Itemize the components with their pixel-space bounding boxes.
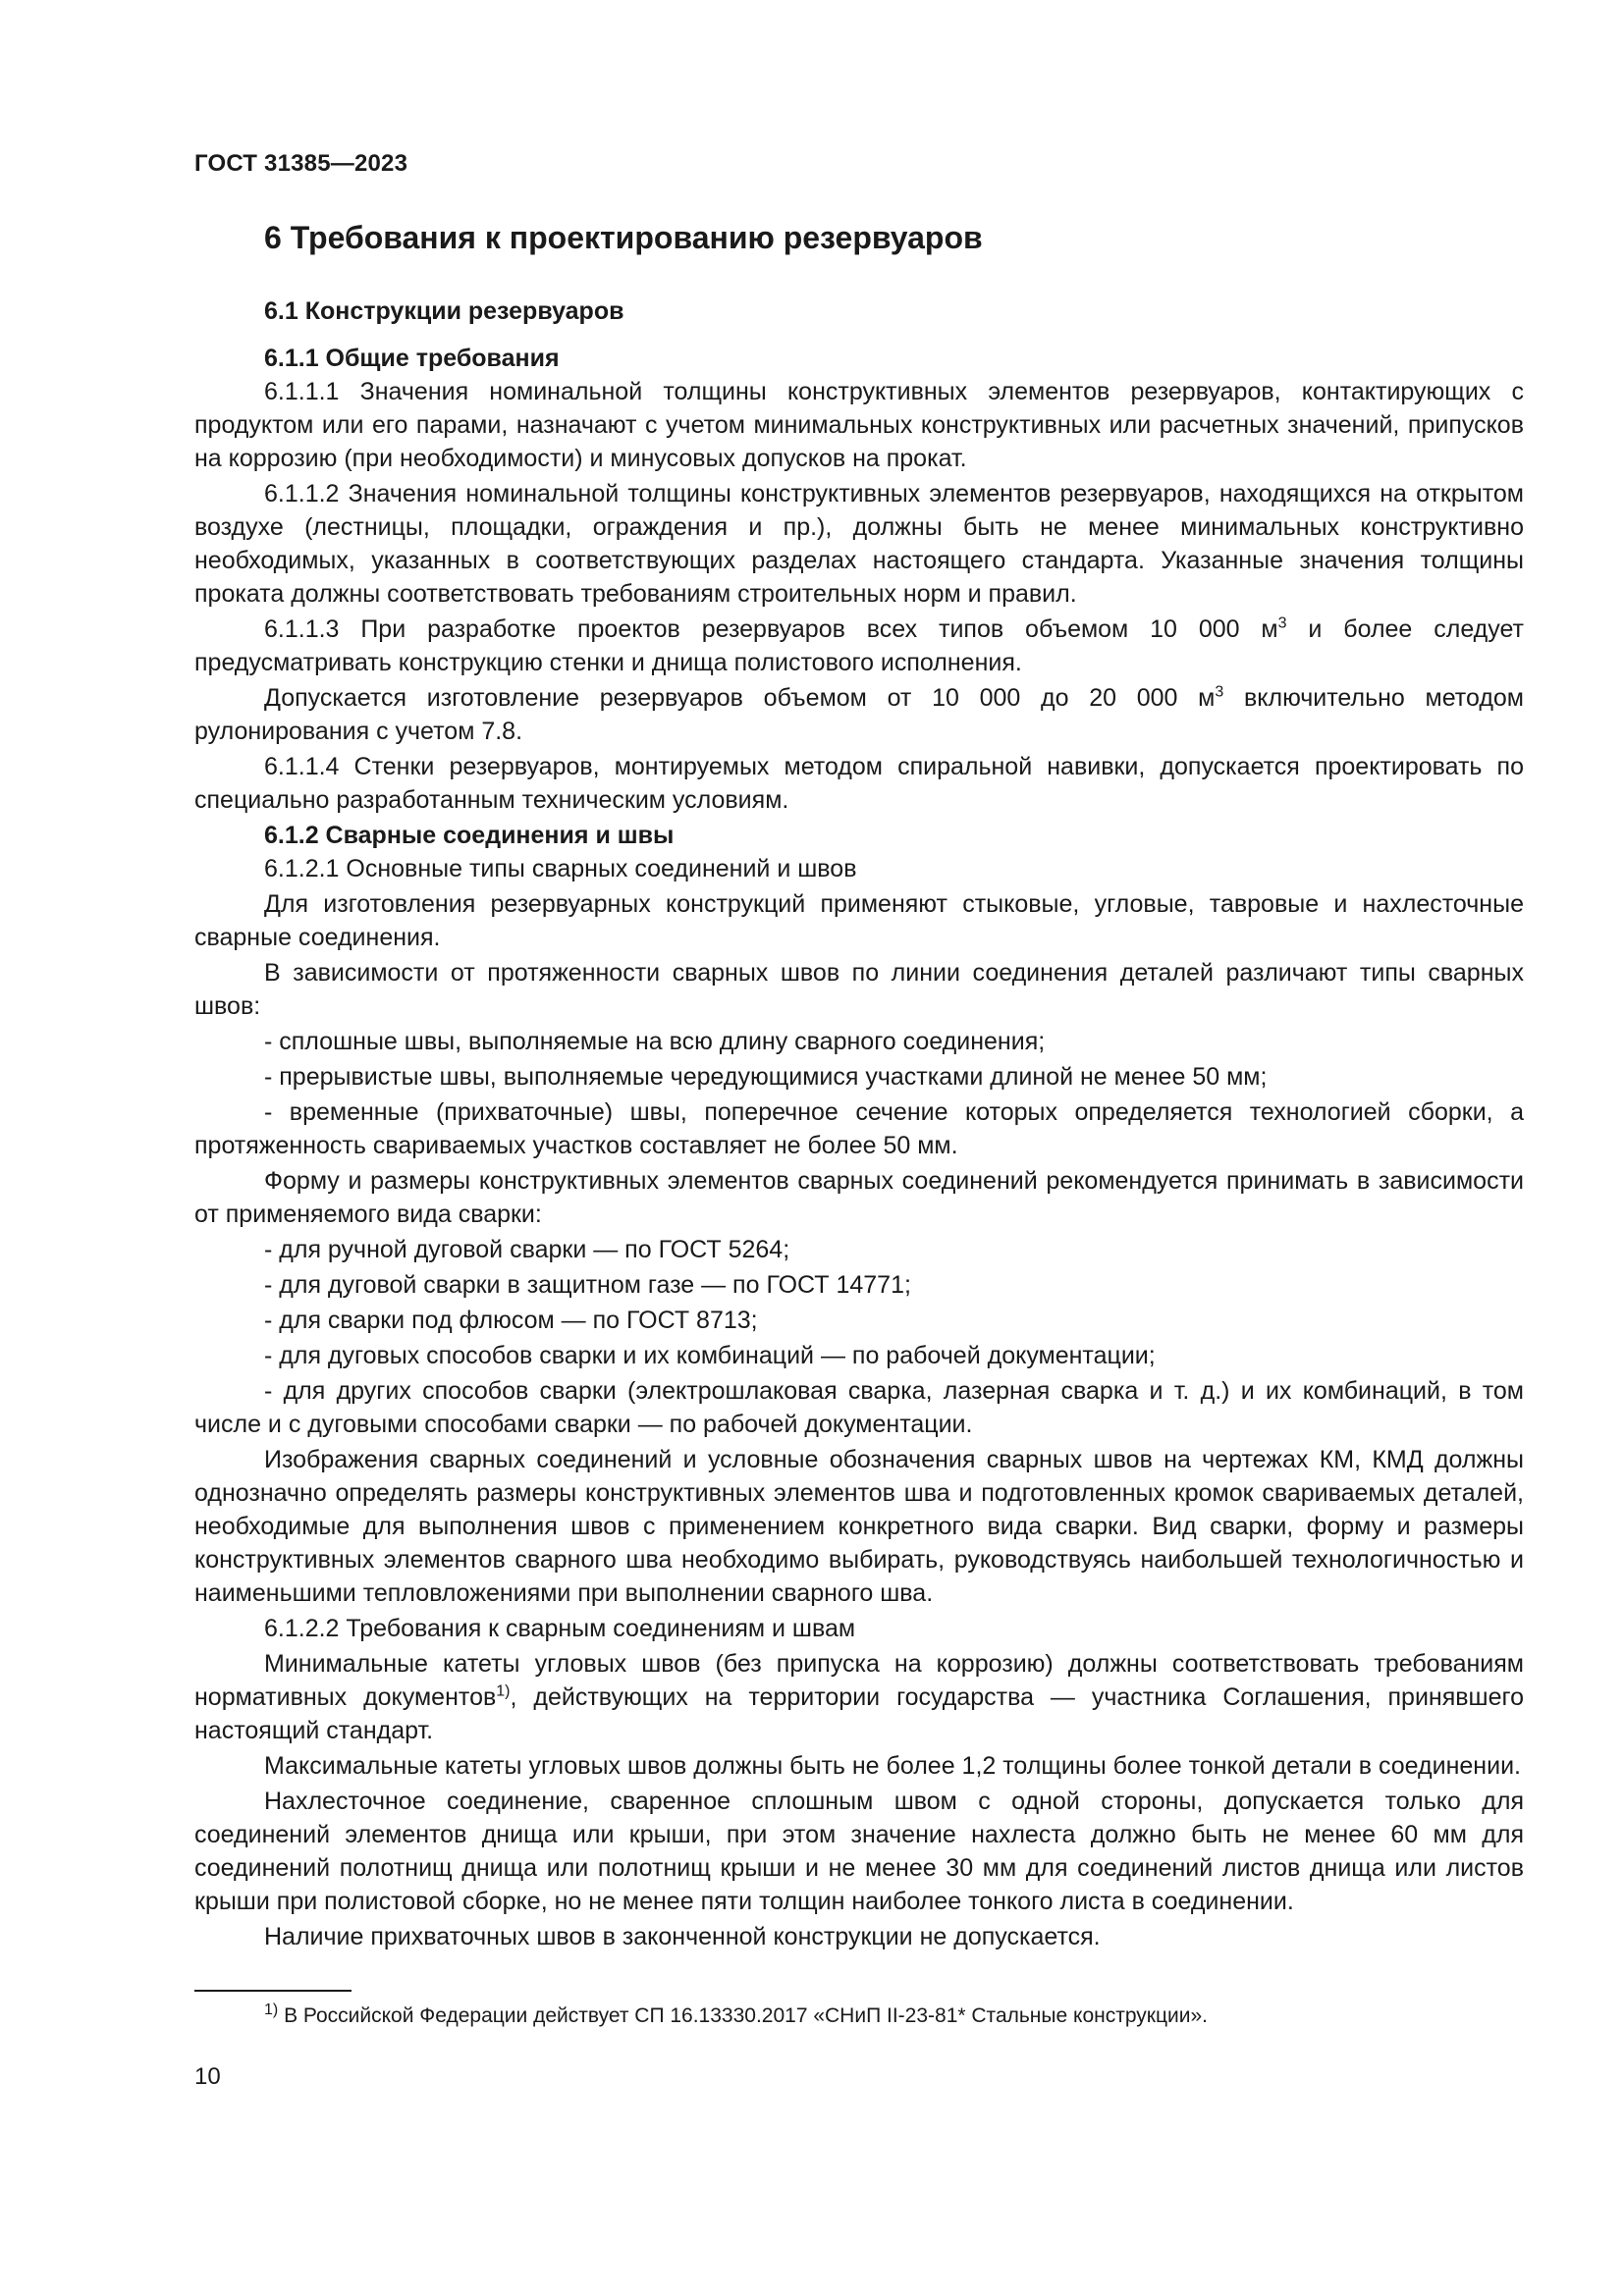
paragraph-allowance-part-b: включительно методом рулонирования с учетом 7.8.	[194, 684, 1524, 745]
paragraph-6-1-1-1: 6.1.1.1 Значения номинальной толщины конструктивных элементов резервуаров, контактирующих с продуктом или его парами, назначают с учетом минимальных конструктивных или расчетных значений, припусков на коррозию (при необходимости) и минусовых допусков на прокат.	[194, 378, 1524, 472]
footnote-reference[interactable]: 1)	[496, 1682, 511, 1700]
paragraph-tack-welds: Наличие прихваточных швов в законченной конструкции не допускается.	[264, 1923, 1101, 1950]
main-content	[194, 218, 1524, 1955]
paragraph-max-fillet: Максимальные катеты угловых швов должны быть не более 1,2 толщины более тонкой детали в соединении.	[264, 1752, 1521, 1780]
paragraph-joint-types: Для изготовления резервуарных конструкций применяют стыковые, угловые, тавровые и нахлесточные сварные соединения.	[194, 890, 1524, 951]
subsection-title-6-1-1: 6.1.1 Общие требования	[264, 345, 560, 372]
paragraph-drawings: Изображения сварных соединений и условные обозначения сварных швов на чертежах КМ, КМД должны однозначно определять размеры конструктивных элементов шва и подготовленных кромок свариваемых деталей, необходимые для выполнения швов с применением конкретного вида сварки. Вид сварки, форму и размеры конструктивных элементов сварного шва необходимо выбирать, руководствуясь наибольшей технологичностью и наименьшими тепловложениями при выполнении сварного шва.	[194, 1446, 1524, 1607]
paragraph-6-1-1-4: 6.1.1.4 Стенки резервуаров, монтируемых методом спиральной навивки, допускается проектировать по специально разработанным техническим условиям.	[194, 753, 1524, 814]
paragraph-6-1-1-2: 6.1.1.2 Значения номинальной толщины конструктивных элементов резервуаров, находящихся на открытом воздухе (лестницы, площадки, ограждения и пр.), должны быть не менее минимальных конструктивно необходимых, указанных в соответствующих разделах настоящего стандарта. Указанные значения толщины проката должны соответствовать требованиям строительных норм и правил.	[194, 480, 1524, 608]
list-item: - для дуговой сварки в защитном газе — по ГОСТ 14771;	[264, 1271, 911, 1299]
superscript-cubic: 3	[1277, 614, 1287, 632]
section-title: 6 Требования к проектированию резервуаров	[264, 220, 983, 255]
paragraph-seam-types-intro: В зависимости от протяженности сварных швов по линии соединения деталей различают типы сварных швов:	[194, 959, 1524, 1020]
list-item: - для дуговых способов сварки и их комбинаций — по рабочей документации;	[264, 1342, 1156, 1369]
paragraph-min-fillet-part-b: , действующих на территории государства — участника Соглашения, принявшего настоящий стандарт.	[194, 1683, 1524, 1744]
paragraph-welding-form-intro: Форму и размеры конструктивных элементов сварных соединений рекомендуется принимать в зависимости от применяемого вида сварки:	[194, 1167, 1524, 1228]
subsection-title-6-1-2: 6.1.2 Сварные соединения и швы	[264, 822, 675, 849]
paragraph-6-1-2-1-heading: 6.1.2.1 Основные типы сварных соединений и швов	[264, 855, 857, 882]
paragraph-allowance-part-a: Допускается изготовление резервуаров объемом от 10 000 до 20 000 м	[264, 684, 1216, 712]
paragraph-6-1-1-3-part-b: и более следует предусматривать конструкцию стенки и днища полистового исполнения.	[194, 615, 1524, 676]
paragraph-min-fillet-part-a: Минимальные катеты угловых швов (без припуска на коррозию) должны соответствовать требованиям нормативных документов	[194, 1650, 1524, 1711]
footnote	[264, 2002, 1524, 2030]
paragraph-6-1-1-3	[194, 613, 1524, 679]
paragraph-min-fillet	[194, 1647, 1524, 1747]
page-number: 10	[194, 2063, 221, 2090]
footnote-mark: 1)	[264, 2002, 279, 2018]
list-item: - для других способов сварки (электрошлаковая сварка, лазерная сварка и т. д.) и их комбинаций, в том числе и с дуговыми способами сварки — по рабочей документации.	[194, 1377, 1524, 1438]
list-item: - прерывистые швы, выполняемые чередующимися участками длиной не менее 50 мм;	[264, 1063, 1268, 1091]
paragraph-lap-joint: Нахлесточное соединение, сваренное сплошным швом с одной стороны, допускается только для соединений элементов днища или крыши, при этом значение нахлеста должно быть не менее 60 мм для соединений полотнищ днища или полотнищ крыши и не менее 30 мм для соединений листов днища или листов крыши при полистовой сборке, но не менее пяти толщин наиболее тонкого листа в соединении.	[194, 1788, 1524, 1915]
paragraph-6-1-1-3-allowance	[194, 681, 1524, 748]
list-item: - сплошные швы, выполняемые на всю длину сварного соединения;	[264, 1028, 1046, 1055]
subsection-title-6-1: 6.1 Конструкции резервуаров	[264, 297, 624, 325]
footnote-separator	[194, 1990, 352, 1992]
superscript-cubic-2: 3	[1215, 683, 1224, 701]
paragraph-6-1-1-3-part-a: 6.1.1.3 При разработке проектов резервуаров всех типов объемом 10 000 м	[264, 615, 1278, 643]
document-code: ГОСТ 31385—2023	[194, 150, 408, 177]
list-item: - временные (прихваточные) швы, поперечное сечение которых определяется технологией сборки, а протяженность свариваемых участков составляет не более 50 мм.	[194, 1098, 1524, 1159]
list-item: - для сварки под флюсом — по ГОСТ 8713;	[264, 1307, 758, 1334]
list-item: - для ручной дуговой сварки — по ГОСТ 5264;	[264, 1236, 790, 1263]
paragraph-6-1-2-2-heading: 6.1.2.2 Требования к сварным соединениям и швам	[264, 1615, 856, 1642]
footnote-text: В Российской Федерации действует СП 16.13330.2017 «СНиП II-23-81* Стальные конструкции».	[278, 2004, 1208, 2027]
